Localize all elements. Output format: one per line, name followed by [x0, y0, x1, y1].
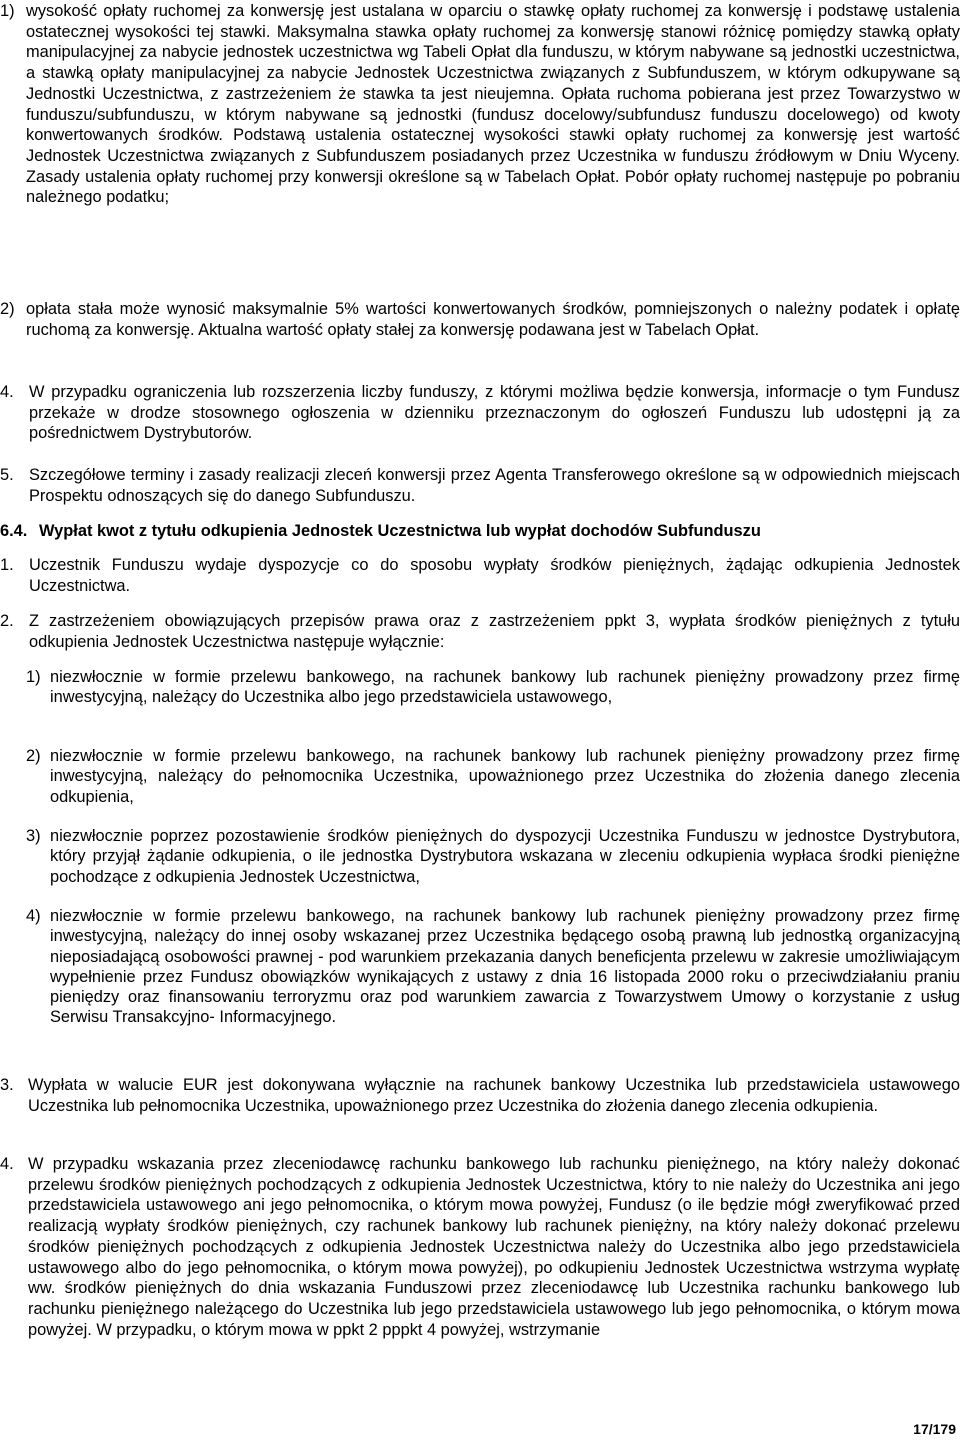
- list-label: 1): [0, 2, 15, 20]
- list-text: opłata stała może wynosić maksymalnie 5% wartości konwertowanych środków, pomniejszonych o należny podatek i opłatę ruchomą za konwersję. Aktualna wartość opłaty stałej za konwersję podawana jest w Tabelach Opłat.: [26, 300, 960, 339]
- section-item-1: [0, 555, 960, 596]
- section-item-3: [0, 1075, 960, 1116]
- list-text: niezwłocznie w formie przelewu bankowego, na rachunek bankowy lub rachunek pieniężny prowadzony przez firmę inwestycyjną, należący do Uczestnika albo jego przedstawiciela ustawowego,: [50, 668, 960, 707]
- list-text: niezwłocznie w formie przelewu bankowego, na rachunek bankowy lub rachunek pieniężny prowadzony przez firmę inwestycyjną, należący do pełnomocnika Uczestnika, upoważnionego przez Uczestnika do złożenia danego zlecenia odkupienia,: [50, 747, 960, 806]
- section-item-2-2: [0, 746, 960, 807]
- section-item-2-3: [0, 826, 960, 887]
- paragraph-1: [0, 1, 960, 208]
- list-label: 4): [26, 907, 41, 925]
- paragraph-2: [0, 299, 960, 340]
- list-item: [0, 465, 960, 506]
- page-number: 17/179: [913, 1421, 956, 1437]
- section-title: Wypłat kwot z tytułu odkupienia Jednostek Uczestnictwa lub wypłat dochodów Subfunduszu: [39, 522, 761, 540]
- list-item: [0, 1, 960, 208]
- list-item: [0, 555, 960, 596]
- list-text: W przypadku ograniczenia lub rozszerzenia liczby funduszy, z którymi możliwa będzie konwersja, informacje o tym Fundusz przekaże w drodze stosownego ogłoszenia w dzienniku przeznaczonym do ogłoszeń Funduszu lub udostępni ją za pośrednictwem Dystrybutorów.: [29, 383, 960, 443]
- list-label: 2.: [0, 612, 14, 630]
- list-label: 2): [26, 747, 41, 765]
- list-text: Uczestnik Funduszu wydaje dyspozycje co do sposobu wypłaty środków pieniężnych, żądając odkupienia Jednostek Uczestnictwa.: [29, 556, 960, 595]
- list-item: [0, 746, 960, 807]
- list-item: [0, 299, 960, 340]
- list-label: 3.: [0, 1076, 14, 1094]
- section-item-2-4: [0, 906, 960, 1028]
- list-label: 1.: [0, 556, 14, 574]
- list-item: [0, 611, 960, 652]
- list-label: 5.: [0, 466, 14, 484]
- section-number: 6.4.: [0, 522, 28, 540]
- list-text: Wypłata w walucie EUR jest dokonywana wyłącznie na rachunek bankowy Uczestnika lub przedstawiciela ustawowego Uczestnika lub pełnomocnika Uczestnika, upoważnionego przez Uczestnika do złożenia danego zlecenia odkupienia.: [28, 1076, 960, 1115]
- list-text: Z zastrzeżeniem obowiązujących przepisów prawa oraz z zastrzeżeniem ppkt 3, wypłata środków pieniężnych z tytułu odkupienia Jednostek Uczestnictwa następuje wyłącznie:: [29, 612, 960, 651]
- list-item: [0, 1154, 960, 1340]
- list-item: [0, 667, 960, 708]
- list-label: 3): [26, 827, 41, 845]
- list-label: 4.: [0, 1155, 14, 1173]
- list-text: Szczegółowe terminy i zasady realizacji zleceń konwersji przez Agenta Transferowego określone są w odpowiednich miejscach Prospektu odnoszących się do danego Subfunduszu.: [29, 466, 960, 505]
- list-text: wysokość opłaty ruchomej za konwersję jest ustalana w oparciu o stawkę opłaty ruchomej za konwersję i podstawę ustalenia ostatecznej wysokości tej stawki. Maksymalna stawka opłaty ruchomej za konwersję stanowi różnicę pomiędzy stawką opłaty manipulacyjnej za nabycie jednostek uczestnictwa wg Tabeli Opłat dla funduszu, w którym nabywane są jednostki uczestnictwa, a stawką opłaty manipulacyjnej za nabycie Jednostek Uczestnictwa związanych z Subfunduszem, w którym odkupywane są Jednostki Uczestnictwa, z zastrzeżeniem że stawka ta jest nieujemna. Opłata ruchoma pobierana jest przez Towarzystwo w funduszu/subfunduszu, w którym nabywane są jednostki (fundusz docelowy/subfundusz funduszu docelowego) od kwoty konwertowanych środków. Podstawą ustalenia ostatecznej wysokości stawki opłaty ruchomej za konwersję jest wartość Jednostek Uczestnictwa związanych z Subfunduszem posiadanych przez Uczestnika w funduszu źródłowym w Dniu Wyceny. Zasady ustalenia opłaty ruchomej przy konwersji określone są w Tabelach Opłat. Pobór opłaty ruchomej następuje po pobraniu należnego podatku;: [26, 2, 960, 207]
- list-item: [0, 906, 960, 1028]
- list-item: [0, 382, 960, 444]
- list-text: niezwłocznie w formie przelewu bankowego, na rachunek bankowy lub rachunek pieniężny prowadzony przez firmę inwestycyjną, należący do innej osoby wskazanej przez Uczestnika będącego osobą prawną lub jednostką organizacyjną nieposiadającą osobowości prawnej - pod warunkiem przekazania danych beneficjenta przelewu w zakresie umożliwiającym wypełnienie przez Fundusz obowiązków wynikających z ustawy z dnia 16 listopada 2000 roku o przeciwdziałaniu praniu pieniędzy oraz finansowaniu terroryzmu oraz pod warunkiem zawarcia z Towarzystwem Umowy o korzystanie z usług Serwisu Transakcyjno- Informacyjnego.: [50, 907, 960, 1027]
- list-item: [0, 826, 960, 887]
- section-heading: [0, 521, 960, 542]
- list-label: 2): [0, 300, 15, 318]
- paragraph-5: [0, 465, 960, 506]
- section-item-2: [0, 611, 960, 652]
- section-item-2-1: [0, 667, 960, 708]
- list-item: [0, 1075, 960, 1116]
- list-label: 4.: [0, 383, 14, 401]
- list-label: 1): [26, 668, 41, 686]
- paragraph-4: [0, 382, 960, 444]
- list-text: W przypadku wskazania przez zleceniodawcę rachunku bankowego lub rachunku pieniężnego, na który należy dokonać przelewu środków pieniężnych pochodzących z odkupienia Jednostek Uczestnictwa, który to nie należy do Uczestnika ani jego przedstawiciela ustawowego ani jego pełnomocnika, o którym mowa powyżej, Fundusz (o ile będzie mógł zweryfikować przed realizacją wypłaty środków pieniężnych, czy rachunek bankowy lub rachunek pieniężny, na który należy dokonać przelewu środków pieniężnych pochodzących z odkupienia Jednostek Uczestnictwa należy do Uczestnika albo jego przedstawiciela ustawowego albo do jego pełnomocnika, o którym mowa powyżej), po odkupieniu Jednostek Uczestnictwa wstrzyma wypłatę ww. środków pieniężnych do dnia wskazania Funduszowi przez zleceniodawcę lub Uczestnika rachunku bankowego lub rachunku pieniężnego należącego do Uczestnika lub jego przedstawiciela ustawowego lub jego pełnomocnika, o którym mowa powyżej. W przypadku, o którym mowa w ppkt 2 pppkt 4 powyżej, wstrzymanie: [28, 1155, 960, 1339]
- section-item-4: [0, 1154, 960, 1340]
- list-text: niezwłocznie poprzez pozostawienie środków pieniężnych do dyspozycji Uczestnika Funduszu w jednostce Dystrybutora, który przyjął żądanie odkupienia, o ile jednostka Dystrybutora wskazana w zleceniu odkupienia wypłaca środki pieniężne pochodzące z odkupienia Jednostek Uczestnictwa,: [50, 827, 960, 886]
